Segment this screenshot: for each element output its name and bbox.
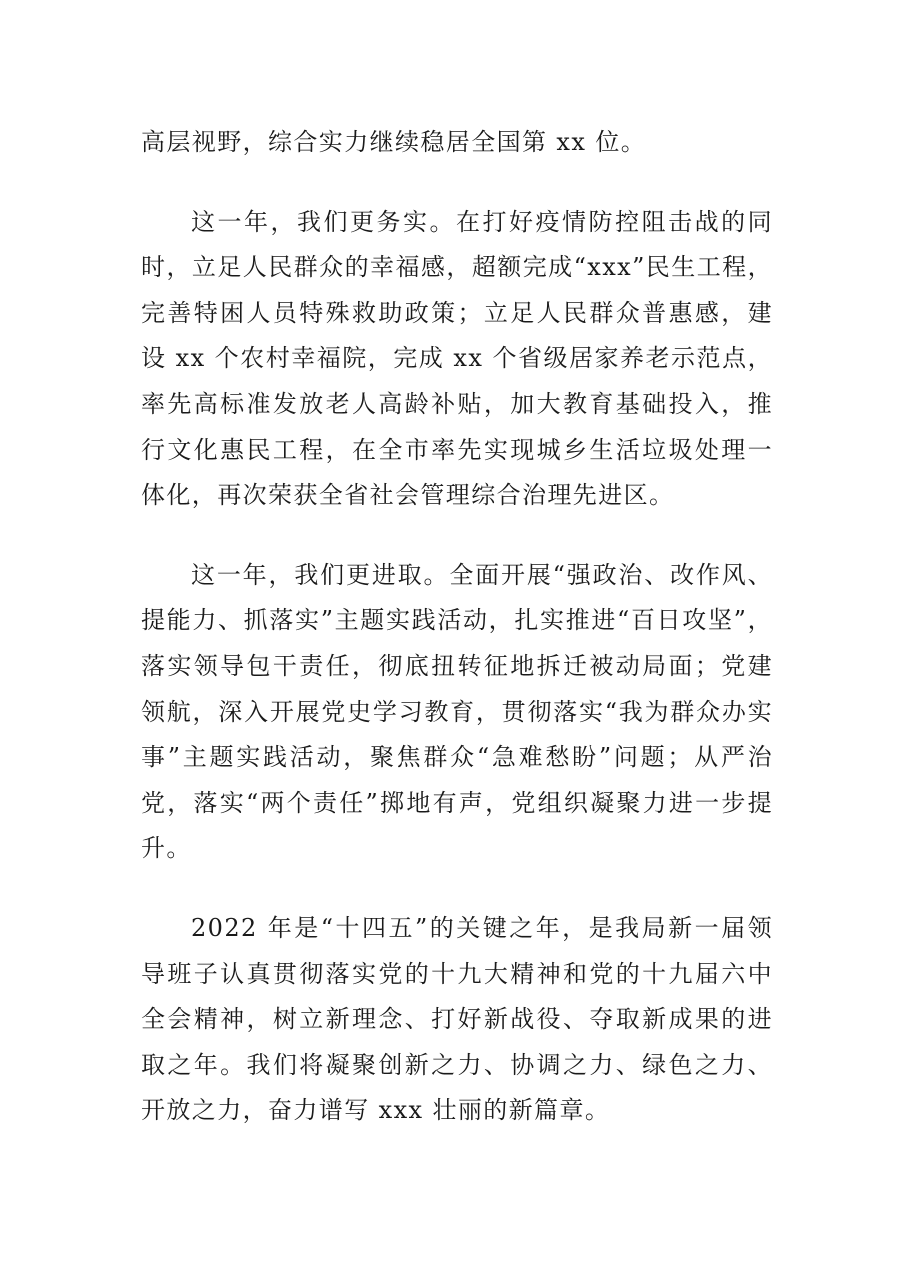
document-body: [141, 120, 773, 1134]
paragraph-enterprising: 这一年，我们更进取。全面开展“强政治、改作风、提能力、抓落实”主题实践活动，扎实推进“百日攻坚”，落实领导包干责任，彻底扭转征地拆迁被动局面；党建领航，深入开展党史学习教育，贯彻落实“我为群众办实事”主题实践活动，聚焦群众“急难愁盼”问题；从严治党，落实“两个责任”掷地有声，党组织凝聚力进一步提升。: [141, 560, 773, 863]
paragraph-pragmatic: 这一年，我们更务实。在打好疫情防控阻击战的同时，立足人民群众的幸福感，超额完成“xxx”民生工程，完善特困人员特殊救助政策；立足人民群众普惠感，建设 xx 个农村幸福院，完成 xx 个省级居家养老示范点，率先高标准发放老人高龄补贴，加大教育基础投入，推行文化惠民工程，在全市率先实现城乡生活垃圾处理一体化，再次荣获全省社会管理综合治理先进区。: [141, 207, 773, 510]
paragraph-continuation: 高层视野，综合实力继续稳居全国第 xx 位。: [141, 128, 647, 156]
paragraph-outlook-2022: 2022 年是“十四五”的关键之年，是我局新一届领导班子认真贯彻落实党的十九大精神和党的十九届六中全会精神，树立新理念、打好新战役、夺取新成果的进取之年。我们将凝聚创新之力、协调之力、绿色之力、开放之力，奋力谱写 xxx 壮丽的新篇章。: [141, 913, 773, 1125]
